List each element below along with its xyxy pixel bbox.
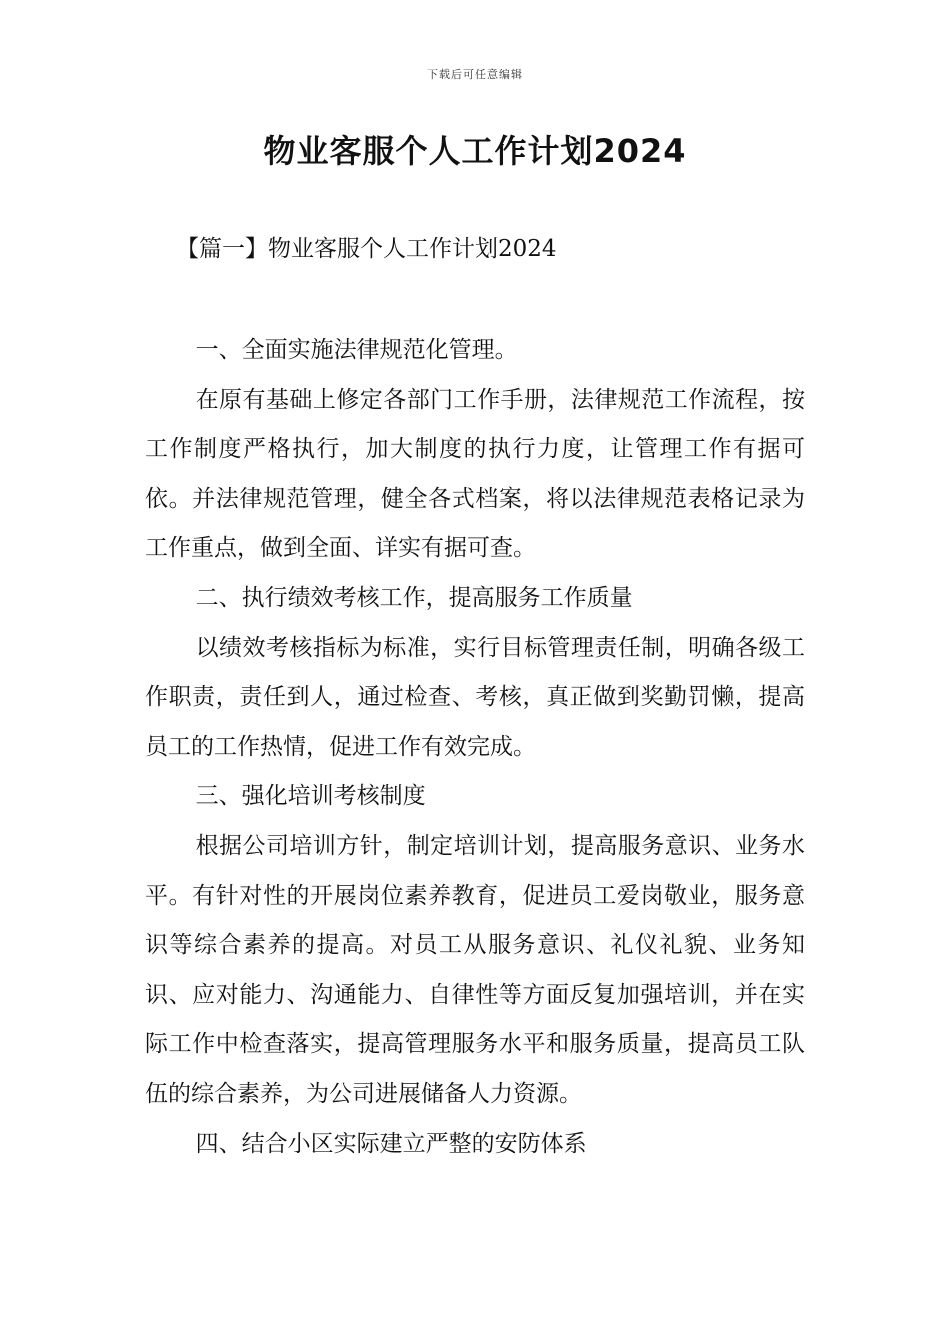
heading-one: 一、全面实施法律规范化管理。 [195,337,518,363]
document-title: 物业客服个人工作计划2024 [263,132,687,170]
paragraph-three: 根据公司培训方针，制定培训计划，提高服务意识、业务水平。有针对性的开展岗位素养教育，促进员工爱岗敬业，服务意识等综合素养的提高。对员工从服务意识、礼仪礼貌、业务知识、应对能力、沟通能力、自律性等方面反复加强培训，并在实际工作中检查落实，提高管理服务水平和服务质量，提高员工队伍的综合素养，为公司进展储备人力资源。 [145,832,805,1107]
section-subtitle: 【篇一】物业客服个人工作计划2024 [176,236,557,262]
heading-three: 三、强化培训考核制度 [195,783,426,810]
paragraph-one: 在原有基础上修定各部门工作手册，法律规范工作流程，按工作制度严格执行，加大制度的执行力度，让管理工作有据可依。并法律规范管理，健全各式档案，将以法律规范表格记录为工作重点，做到全面、详实有据可查。 [145,386,805,562]
header-note: 下载后可任意编辑 [427,68,523,81]
paragraph-two: 以绩效考核指标为标准，实行目标管理责任制，明确各级工作职责，责任到人，通过检查、考核，真正做到奖勤罚懒，提高员工的工作热情，促进工作有效完成。 [145,634,805,760]
heading-two: 二、执行绩效考核工作，提高服务工作质量 [195,584,633,611]
document-body [145,326,805,1169]
heading-four: 四、结合小区实际建立严整的安防体系 [195,1130,587,1157]
